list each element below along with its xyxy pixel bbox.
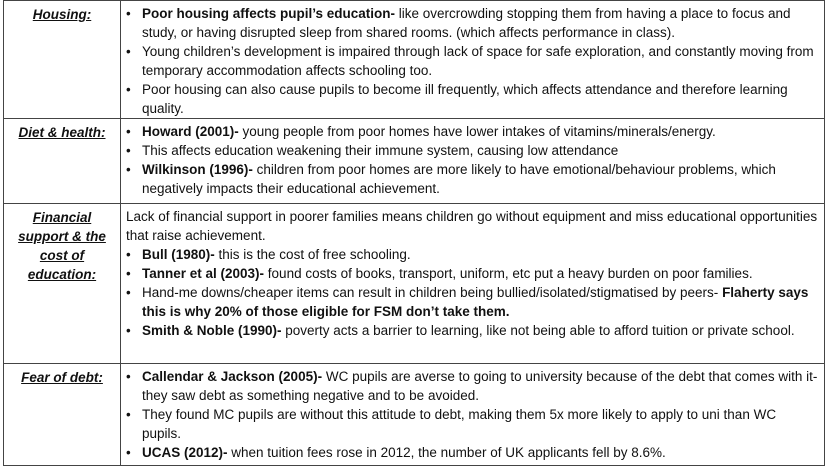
bullet-item — [126, 122, 818, 141]
bullet-bold: UCAS (2012)- — [142, 445, 228, 460]
bullet-icon: • — [126, 82, 131, 97]
bullet-bold-tail: Flaherty says this is why 20% of those eligible for FSM don’t take them. — [142, 285, 809, 319]
row-heading — [4, 364, 121, 466]
bullet-item — [126, 405, 818, 443]
bullet-icon: • — [126, 247, 131, 262]
bullet-bold: Poor housing affects pupil’s education- — [142, 6, 396, 21]
bullet-item — [126, 42, 818, 80]
bullet-icon: • — [126, 124, 131, 139]
row-content — [121, 364, 825, 466]
bullet-text: Poor housing can also cause pupils to become ill frequently, which affects attendance and therefore learning quality. — [142, 82, 788, 116]
bullet-bold: Bull (1980)- — [142, 247, 215, 262]
bullet-icon: • — [126, 6, 131, 21]
row-financial-support — [4, 204, 825, 364]
bullet-item — [126, 264, 818, 283]
row-diet-health — [4, 119, 825, 204]
heading-text: Financial support & the cost of education: — [18, 210, 106, 282]
bullet-item — [126, 367, 818, 405]
row-heading — [4, 204, 121, 364]
row-content — [121, 119, 825, 204]
bullet-text: This affects education weakening their immune system, causing low attendance — [142, 143, 619, 158]
row-fear-of-debt — [4, 364, 825, 466]
bullet-item — [126, 141, 818, 160]
bullet-icon: • — [126, 162, 131, 177]
bullet-text: young people from poor homes have lower intakes of vitamins/minerals/energy. — [238, 124, 716, 139]
bullet-item — [126, 4, 818, 42]
row-housing — [4, 1, 825, 119]
bullet-bold: Tanner et al (2003)- — [142, 266, 265, 281]
bullet-item — [126, 283, 818, 321]
bullet-text: Hand-me downs/cheaper items can result in children being bullied/isolated/stigmatised by peers- — [142, 285, 719, 300]
bullet-bold: Callendar & Jackson (2005)- — [142, 369, 323, 384]
bullet-icon: • — [126, 44, 131, 59]
bullet-icon: • — [126, 407, 131, 422]
heading-text: Housing: — [32, 7, 92, 22]
row-heading — [4, 1, 121, 119]
heading-text: Diet & health: — [18, 125, 106, 140]
bullet-item — [126, 160, 818, 198]
bullet-icon: • — [126, 369, 131, 384]
bullet-text: like overcrowding stopping them from having a place to focus and study, or having disrupted sleep from shared rooms. (which affects performance in class). — [142, 6, 791, 40]
row-content — [121, 204, 825, 364]
bullet-item — [126, 245, 818, 264]
row-content — [121, 1, 825, 119]
bullet-icon: • — [126, 323, 131, 338]
bullet-bold: Smith & Noble (1990)- — [142, 323, 282, 338]
bullet-text: this is the cost of free schooling. — [214, 247, 411, 262]
bullet-text: poverty acts a barrier to learning, like not being able to afford tuition or private school. — [281, 323, 795, 338]
heading-text: Fear of debt: — [21, 370, 103, 385]
bullet-icon: • — [126, 445, 131, 460]
bullet-item — [126, 80, 818, 118]
bullet-item — [126, 443, 818, 462]
notes-table — [3, 0, 825, 466]
bullet-bold: Wilkinson (1996)- — [142, 162, 253, 177]
bullet-icon: • — [126, 266, 131, 281]
bullet-bold: Howard (2001)- — [142, 124, 239, 139]
bullet-text: children from poor homes are more likely to have emotional/behaviour problems, which negatively impacts their educational achievement. — [142, 162, 776, 196]
bullet-text: found costs of books, transport, uniform, etc put a heavy burden on poor families. — [264, 266, 753, 281]
row-heading — [4, 119, 121, 204]
bullet-text: They found MC pupils are without this attitude to debt, making them 5x more likely to apply to uni than WC pupils. — [142, 407, 777, 441]
bullet-item — [126, 321, 818, 340]
bullet-icon: • — [126, 143, 131, 158]
bullet-text: Young children’s development is impaired through lack of space for safe exploration, and constantly moving from temporary accommodation affects schooling too. — [142, 44, 814, 78]
bullet-text: WC pupils are averse to going to university because of the debt that comes with it- they saw debt as something negative and to be avoided. — [142, 369, 818, 403]
intro-text: Lack of financial support in poorer families means children go without equipment and miss educational opportunities that raise achievement. — [126, 209, 818, 243]
bullet-text: when tuition fees rose in 2012, the number of UK applicants fell by 8.6%. — [227, 445, 666, 460]
bullet-icon: • — [126, 285, 131, 300]
